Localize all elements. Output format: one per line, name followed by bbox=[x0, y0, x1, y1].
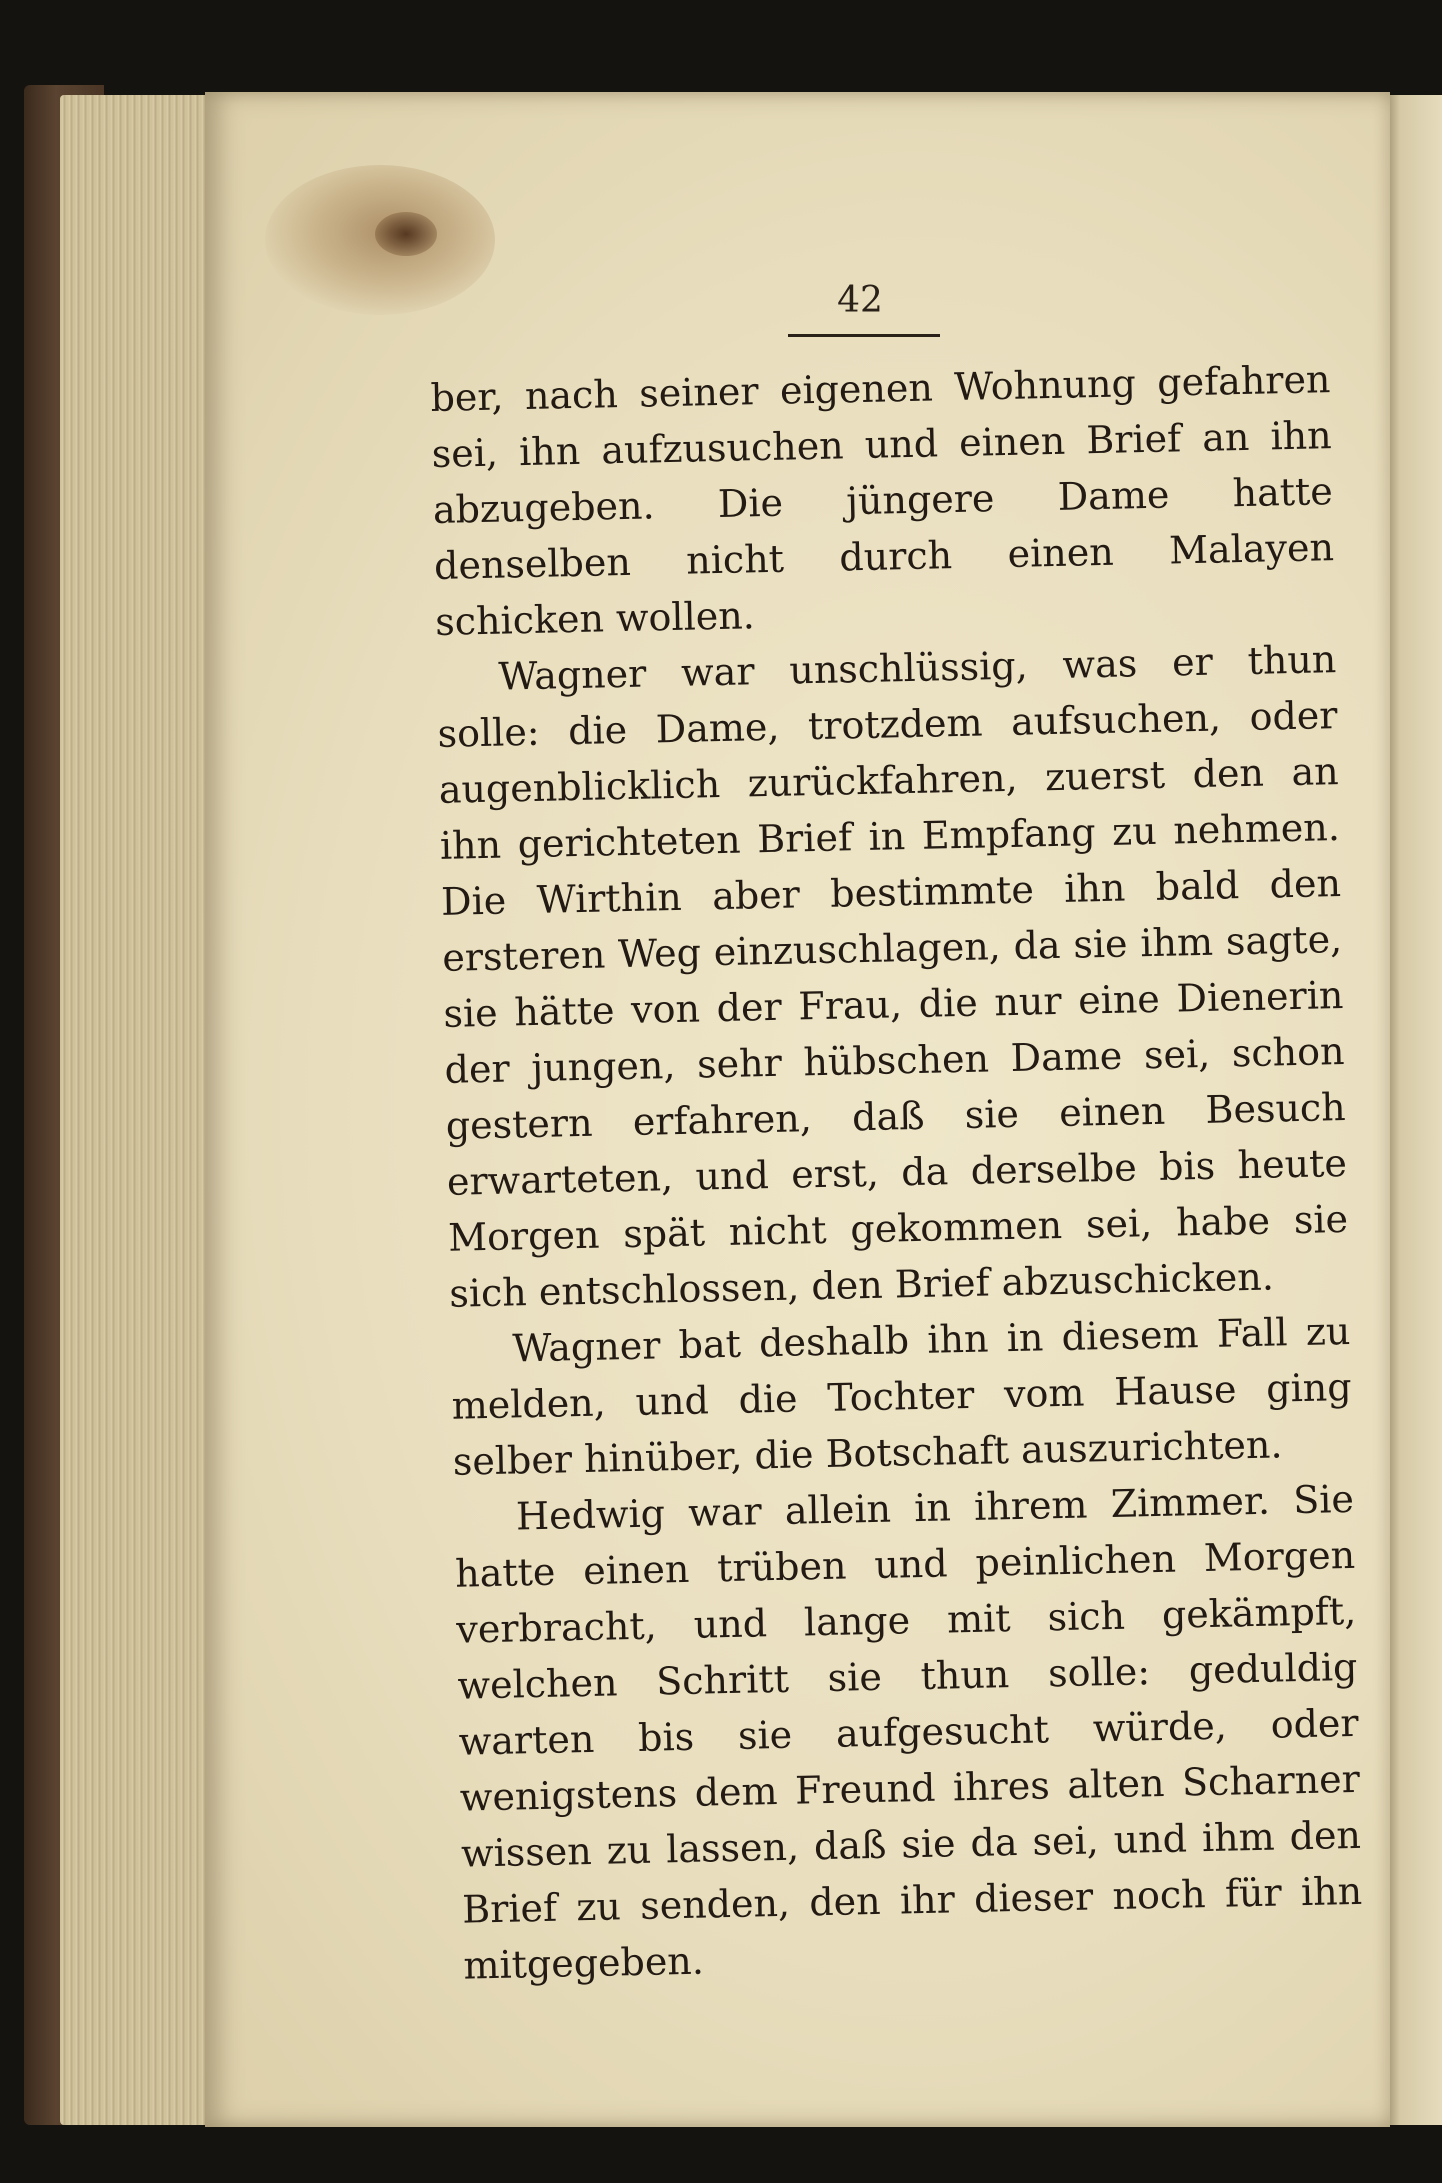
body-text bbox=[430, 351, 1364, 1993]
paragraph-4: Hedwig war allein in ihrem Zimmer. Sie hatte einen trüben und peinlichen Morgen verbracht, und lange mit sich gekämpft, welchen Schritt sie thun solle: geduldig warten bis sie aufgesucht würde, oder wenigstens dem Freund ihres alten Scharner wissen zu lassen, daß sie da sei, und ihm den Brief zu senden, den ihr dieser noch für ihn mitgegeben. bbox=[454, 1476, 1363, 1988]
page-number-rule bbox=[788, 334, 940, 337]
page-number: 42 bbox=[837, 280, 883, 321]
paragraph-3: Wagner bat deshalb ihn in diesem Fall zu melden, und die Tochter vom Hause ging selber hinüber, die Botschaft auszurichten. bbox=[451, 1308, 1352, 1484]
paragraph-1: ber, nach seiner eigenen Wohnung gefahren sei, ihn aufzusuchen und einen Brief an ihn abzugeben. Die jüngere Dame hatte denselben nicht durch einen Malayen schicken wollen. bbox=[430, 357, 1335, 644]
facing-page-edge bbox=[1382, 95, 1442, 2125]
paragraph-2: Wagner war unschlüssig, was er thun solle: die Dame, trotzdem aufsuchen, oder augenblicklich zurückfahren, zuerst den an ihn gerichteten Brief in Empfang zu nehmen. Die Wirthin aber bestimmte ihn bald den ersteren Weg einzuschlagen, da sie ihm sagte, sie hätte von der Frau, die nur eine Dienerin der jungen, sehr hübschen Dame sei, schon gestern erfahren, daß sie einen Besuch erwarteten, und erst, da derselbe bis heute Morgen spät nicht gekommen sei, habe sie sich entschlossen, den Brief abzuschicken. bbox=[437, 637, 1349, 1316]
water-stain-dark-spot bbox=[375, 212, 437, 256]
